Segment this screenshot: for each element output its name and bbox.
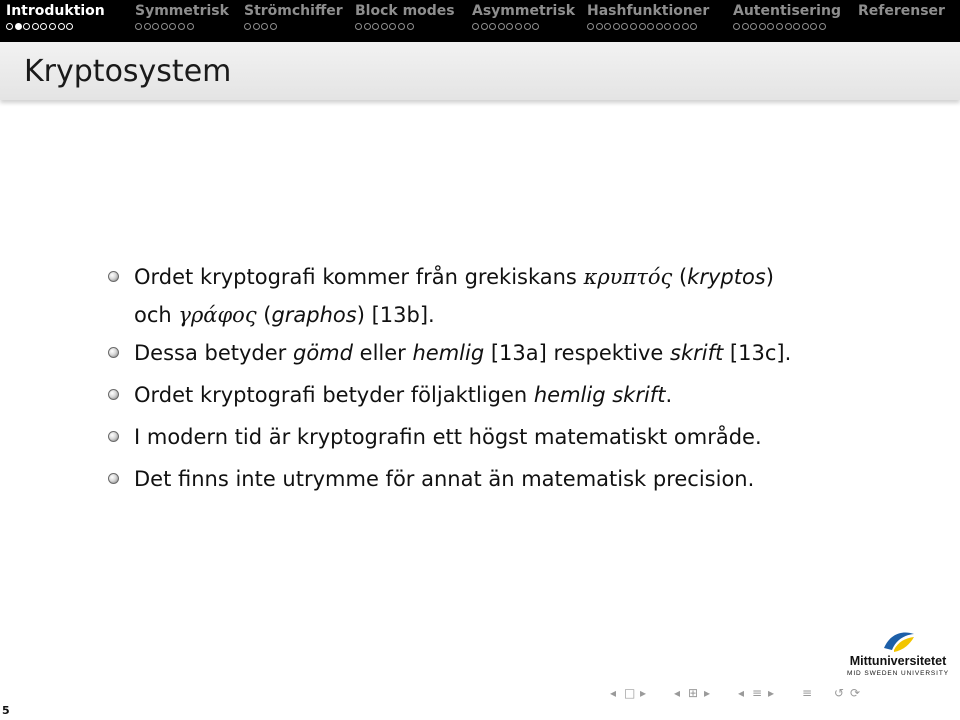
nav-slide-dot[interactable] xyxy=(135,23,142,30)
nav-slide-dot[interactable] xyxy=(621,23,628,30)
nav-slide-dot[interactable] xyxy=(656,23,663,30)
nav-slide-dot[interactable] xyxy=(270,23,277,30)
nav-slide-dot[interactable] xyxy=(398,23,405,30)
beamer-navigation-symbols xyxy=(610,686,955,700)
nav-slide-dot[interactable] xyxy=(587,23,594,30)
nav-slide-dot[interactable] xyxy=(40,23,47,30)
text-run: [13c]. xyxy=(723,341,792,365)
bullet-item xyxy=(108,376,888,414)
nav-slide-dots xyxy=(244,23,278,30)
nav-section-label: Asymmetrisk xyxy=(472,3,576,19)
nav-slide-dot[interactable] xyxy=(506,23,513,30)
nav-slide-dot[interactable] xyxy=(32,23,39,30)
nav-slide-dot[interactable] xyxy=(6,23,13,30)
bullet-line xyxy=(134,258,888,296)
text-run: [13a] respektive xyxy=(484,341,671,365)
frame-title-band xyxy=(0,42,960,100)
nav-slide-dot[interactable] xyxy=(244,23,251,30)
emphasis-text: hemlig skrift xyxy=(533,383,666,407)
greek-word: κρυπτός xyxy=(583,265,673,289)
emphasis-text: skrift xyxy=(670,341,724,365)
nav-slide-dots xyxy=(355,23,415,30)
nav-slide-dot[interactable] xyxy=(819,23,826,30)
text-run: och xyxy=(134,303,179,327)
emphasis-text: gömd xyxy=(293,341,353,365)
logo-mark-icon xyxy=(882,628,916,654)
emphasis-text: graphos xyxy=(271,303,357,327)
logo-name: Mittuniversitetet xyxy=(849,654,947,668)
bullet-ball-icon xyxy=(108,473,119,484)
text-run: eller xyxy=(352,341,413,365)
bullet-text xyxy=(134,334,888,372)
undo-icon[interactable]: ↺ xyxy=(834,686,845,700)
nav-slide-dot[interactable] xyxy=(664,23,671,30)
nav-slide-dot[interactable] xyxy=(532,23,539,30)
text-run: Ordet kryptografi betyder följaktligen xyxy=(134,383,534,407)
nav-slide-dot[interactable] xyxy=(742,23,749,30)
text-run: Dessa betyder xyxy=(134,341,293,365)
section-prev-icon[interactable]: ◂ xyxy=(738,686,745,700)
nav-slide-dot[interactable] xyxy=(372,23,379,30)
nav-slide-dot[interactable] xyxy=(682,23,689,30)
text-run: . xyxy=(665,383,673,407)
bullet-item xyxy=(108,460,888,498)
greek-word: γράφος xyxy=(178,303,257,327)
university-logo xyxy=(842,628,954,682)
nav-section-label: Hashfunktioner xyxy=(587,3,710,19)
document-icon[interactable]: ≡ xyxy=(802,686,813,700)
bullet-ball-icon xyxy=(108,431,119,442)
frame-next-icon[interactable]: ▸ xyxy=(640,686,647,700)
page-number: 5 xyxy=(2,704,10,717)
frame-title: Kryptosystem xyxy=(24,54,232,89)
nav-slide-dot[interactable] xyxy=(524,23,531,30)
nav-slide-dot[interactable] xyxy=(161,23,168,30)
bullet-list xyxy=(108,258,888,498)
nav-slide-dot[interactable] xyxy=(169,23,176,30)
text-run: ( xyxy=(672,265,688,289)
nav-sections xyxy=(0,0,960,42)
bullet-text xyxy=(134,376,888,414)
nav-section-label: Block modes xyxy=(355,3,455,19)
nav-slide-dot[interactable] xyxy=(49,23,56,30)
nav-slide-dot[interactable] xyxy=(364,23,371,30)
nav-slide-dot[interactable] xyxy=(647,23,654,30)
section-next-icon[interactable]: ▸ xyxy=(768,686,775,700)
text-run: ( xyxy=(256,303,272,327)
bullet-text xyxy=(134,460,888,498)
text-run: Ordet kryptografi kommer från grekiskans xyxy=(134,265,584,289)
nav-slide-dot[interactable] xyxy=(144,23,151,30)
text-run: ) [13b]. xyxy=(356,303,435,327)
bullet-line xyxy=(134,296,888,334)
bullet-item xyxy=(108,334,888,372)
nav-slide-dot[interactable] xyxy=(253,23,260,30)
text-run: ) xyxy=(765,265,774,289)
nav-slide-dot[interactable] xyxy=(596,23,603,30)
nav-slide-dot[interactable] xyxy=(785,23,792,30)
nav-slide-dot[interactable] xyxy=(639,23,646,30)
nav-slide-dot[interactable] xyxy=(733,23,740,30)
bullet-line xyxy=(134,418,888,456)
nav-section-label: Referenser xyxy=(858,3,945,19)
nav-slide-dot[interactable] xyxy=(381,23,388,30)
bullet-line xyxy=(134,334,888,372)
bullet-item xyxy=(108,258,888,334)
nav-slide-dots xyxy=(472,23,541,30)
nav-slide-dot[interactable] xyxy=(630,23,637,30)
nav-slide-dot[interactable] xyxy=(389,23,396,30)
subsection-next-icon[interactable]: ▸ xyxy=(704,686,711,700)
logo-subtitle: MID SWEDEN UNIVERSITY xyxy=(847,670,949,677)
text-run: I modern tid är kryptografin ett högst matematiskt område. xyxy=(134,425,762,449)
bullet-item xyxy=(108,418,888,456)
nav-slide-dot[interactable] xyxy=(776,23,783,30)
emphasis-text: kryptos xyxy=(687,265,766,289)
nav-slide-dot[interactable] xyxy=(759,23,766,30)
bullet-text xyxy=(134,258,888,334)
nav-slide-dot[interactable] xyxy=(767,23,774,30)
bullet-line xyxy=(134,460,888,498)
nav-slide-dot[interactable] xyxy=(23,23,30,30)
subsection-prev-icon[interactable]: ◂ xyxy=(674,686,681,700)
nav-slide-dots xyxy=(733,23,828,30)
nav-slide-dot[interactable] xyxy=(515,23,522,30)
bullet-ball-icon xyxy=(108,271,119,282)
frame-icon[interactable]: □ xyxy=(624,686,636,700)
nav-slide-dot[interactable] xyxy=(750,23,757,30)
bullet-ball-icon xyxy=(108,389,119,400)
bullet-line xyxy=(134,376,888,414)
bullet-ball-icon xyxy=(108,347,119,358)
nav-slide-dots xyxy=(135,23,195,30)
nav-section-label: Introduktion xyxy=(6,3,105,19)
nav-slide-dot[interactable] xyxy=(472,23,479,30)
search-icon[interactable]: ⟳ xyxy=(850,686,861,700)
nav-slide-dot[interactable] xyxy=(261,23,268,30)
nav-slide-dot[interactable] xyxy=(793,23,800,30)
nav-slide-dot[interactable] xyxy=(58,23,65,30)
nav-slide-dot[interactable] xyxy=(498,23,505,30)
nav-slide-dots xyxy=(6,23,75,30)
nav-slide-dot[interactable] xyxy=(481,23,488,30)
bullet-text xyxy=(134,418,888,456)
frame-prev-icon[interactable]: ◂ xyxy=(610,686,617,700)
nav-section-label: Strömchiffer xyxy=(244,3,343,19)
nav-slide-dot[interactable] xyxy=(604,23,611,30)
nav-slide-dot[interactable] xyxy=(690,23,697,30)
nav-slide-dot[interactable] xyxy=(355,23,362,30)
nav-slide-dot[interactable] xyxy=(178,23,185,30)
nav-slide-dot[interactable] xyxy=(66,23,73,30)
nav-slide-dot[interactable] xyxy=(187,23,194,30)
nav-slide-dot[interactable] xyxy=(613,23,620,30)
nav-slide-dot[interactable] xyxy=(489,23,496,30)
nav-slide-dot[interactable] xyxy=(810,23,817,30)
subsection-icon[interactable]: ⊞ xyxy=(688,686,699,700)
nav-slide-dot[interactable] xyxy=(673,23,680,30)
section-navigation-bar xyxy=(0,0,960,42)
section-icon[interactable]: ≡ xyxy=(752,686,763,700)
nav-slide-dots xyxy=(587,23,699,30)
nav-section-label: Symmetrisk xyxy=(135,3,229,19)
nav-slide-dot[interactable] xyxy=(407,23,414,30)
nav-slide-dot[interactable] xyxy=(802,23,809,30)
nav-slide-dot[interactable] xyxy=(15,23,22,30)
emphasis-text: hemlig xyxy=(412,341,485,365)
nav-section-label: Autentisering xyxy=(733,3,841,19)
nav-slide-dot[interactable] xyxy=(152,23,159,30)
text-run: Det finns inte utrymme för annat än matematisk precision. xyxy=(134,467,755,491)
